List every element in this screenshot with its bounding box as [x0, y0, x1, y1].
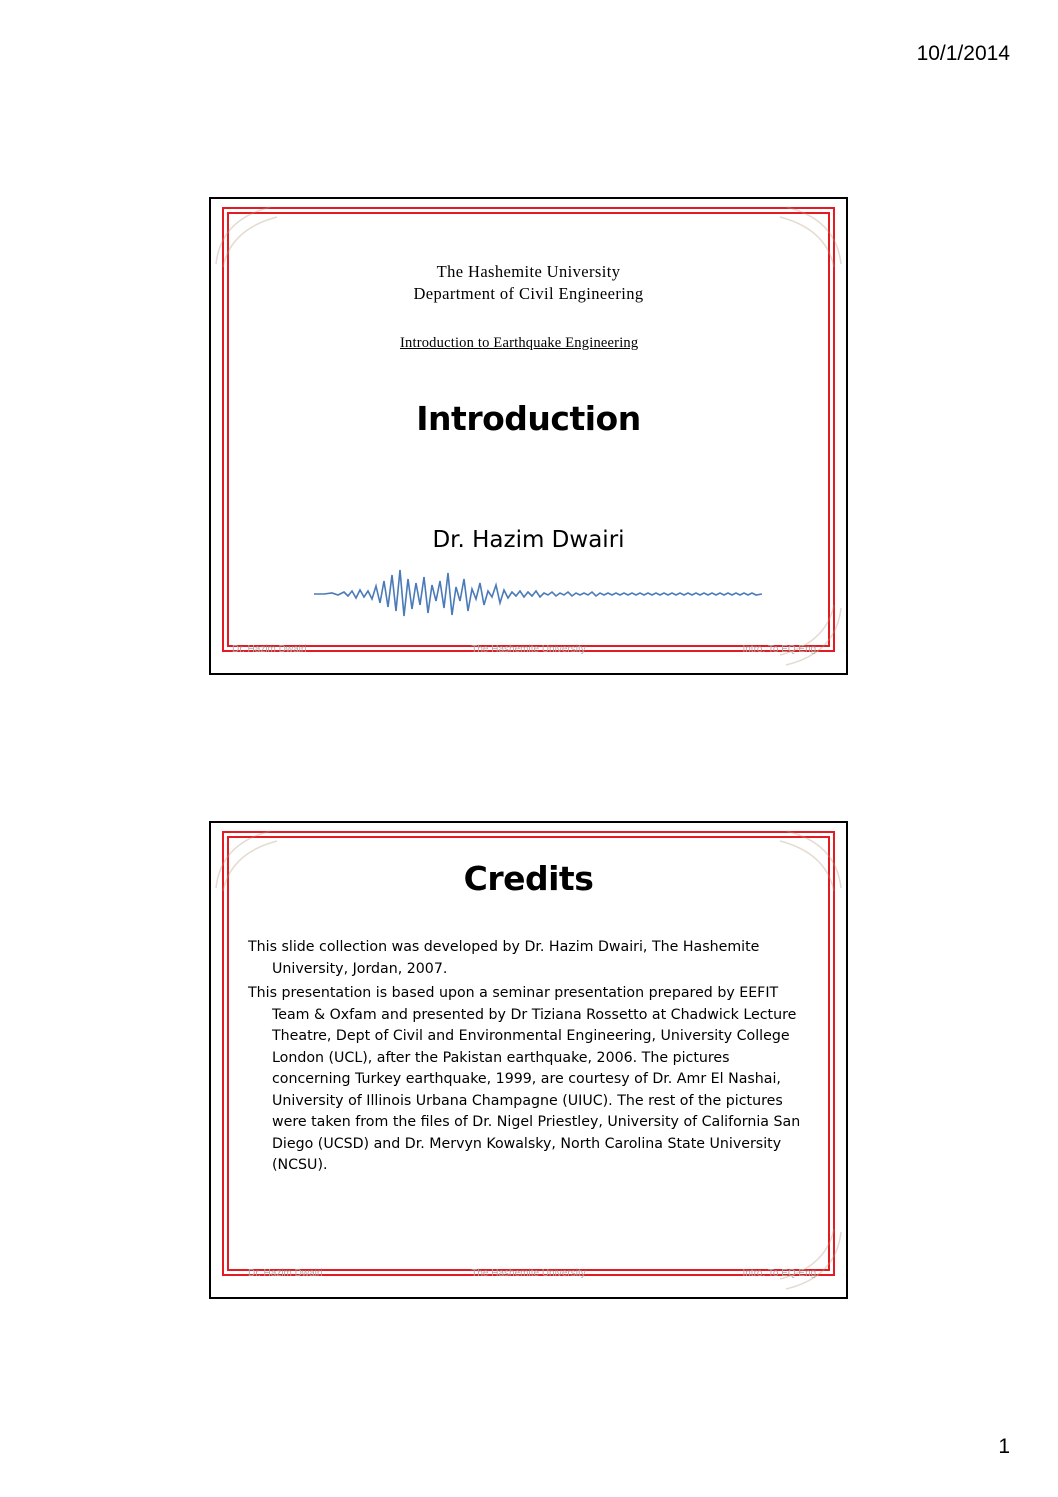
footer-university: The Hashemite University	[471, 1268, 586, 1279]
slide-introduction	[209, 197, 848, 675]
corner-swirl-icon	[211, 199, 281, 269]
slide-credits	[209, 821, 848, 1299]
author-name: Dr. Hazim Dwairi	[432, 527, 625, 553]
department-name: Department of Civil Engineering	[413, 284, 644, 303]
page-number: 1	[998, 1435, 1010, 1458]
university-heading	[211, 261, 846, 305]
footer-university: The Hashemite University	[471, 644, 586, 655]
slide-title: Introduction	[416, 399, 641, 438]
footer-author: Dr. Hazim Dwairi	[248, 1268, 323, 1279]
footer-author: Dr. Hazim Dwairi	[232, 644, 307, 655]
page-date: 10/1/2014	[916, 42, 1010, 65]
credits-paragraph: This slide collection was developed by Dr. Hazim Dwairi, The Hashemite University, Jordan, 2007.	[248, 939, 760, 977]
credits-paragraph: This presentation is based upon a seminar presentation prepared by EEFIT Team & Oxfam and presented by Dr Tiziana Rossetto at Chadwick Lecture Theatre, Dept of Civil and Environmental Engineering, University College London (UCL), after the Pakistan earthquake, 2006. The pictures concerning Turkey earthquake, 1999, are courtesy of Dr. Amr El Nashai, University of Illinois Urbana Champagne (UIUC). The rest of the pictures were taken from the files of Dr. Nigel Priestley, University of California San Diego (UCSD) and Dr. Mervyn Kowalsky, North Carolina State University (NCSU).	[248, 985, 801, 1173]
footer-course: Intro. To EQ Eng.	[742, 1268, 819, 1279]
seismogram-graphic	[314, 561, 762, 627]
credits-body	[248, 937, 808, 1180]
slide-title: Credits	[463, 859, 594, 898]
university-name: The Hashemite University	[436, 262, 621, 281]
corner-swirl-icon	[776, 199, 846, 269]
course-title: Introduction to Earthquake Engineering	[400, 335, 639, 351]
corner-swirl-icon	[776, 1227, 846, 1297]
corner-swirl-icon	[776, 603, 846, 673]
footer-course: Intro. To EQ Eng.	[742, 644, 819, 655]
